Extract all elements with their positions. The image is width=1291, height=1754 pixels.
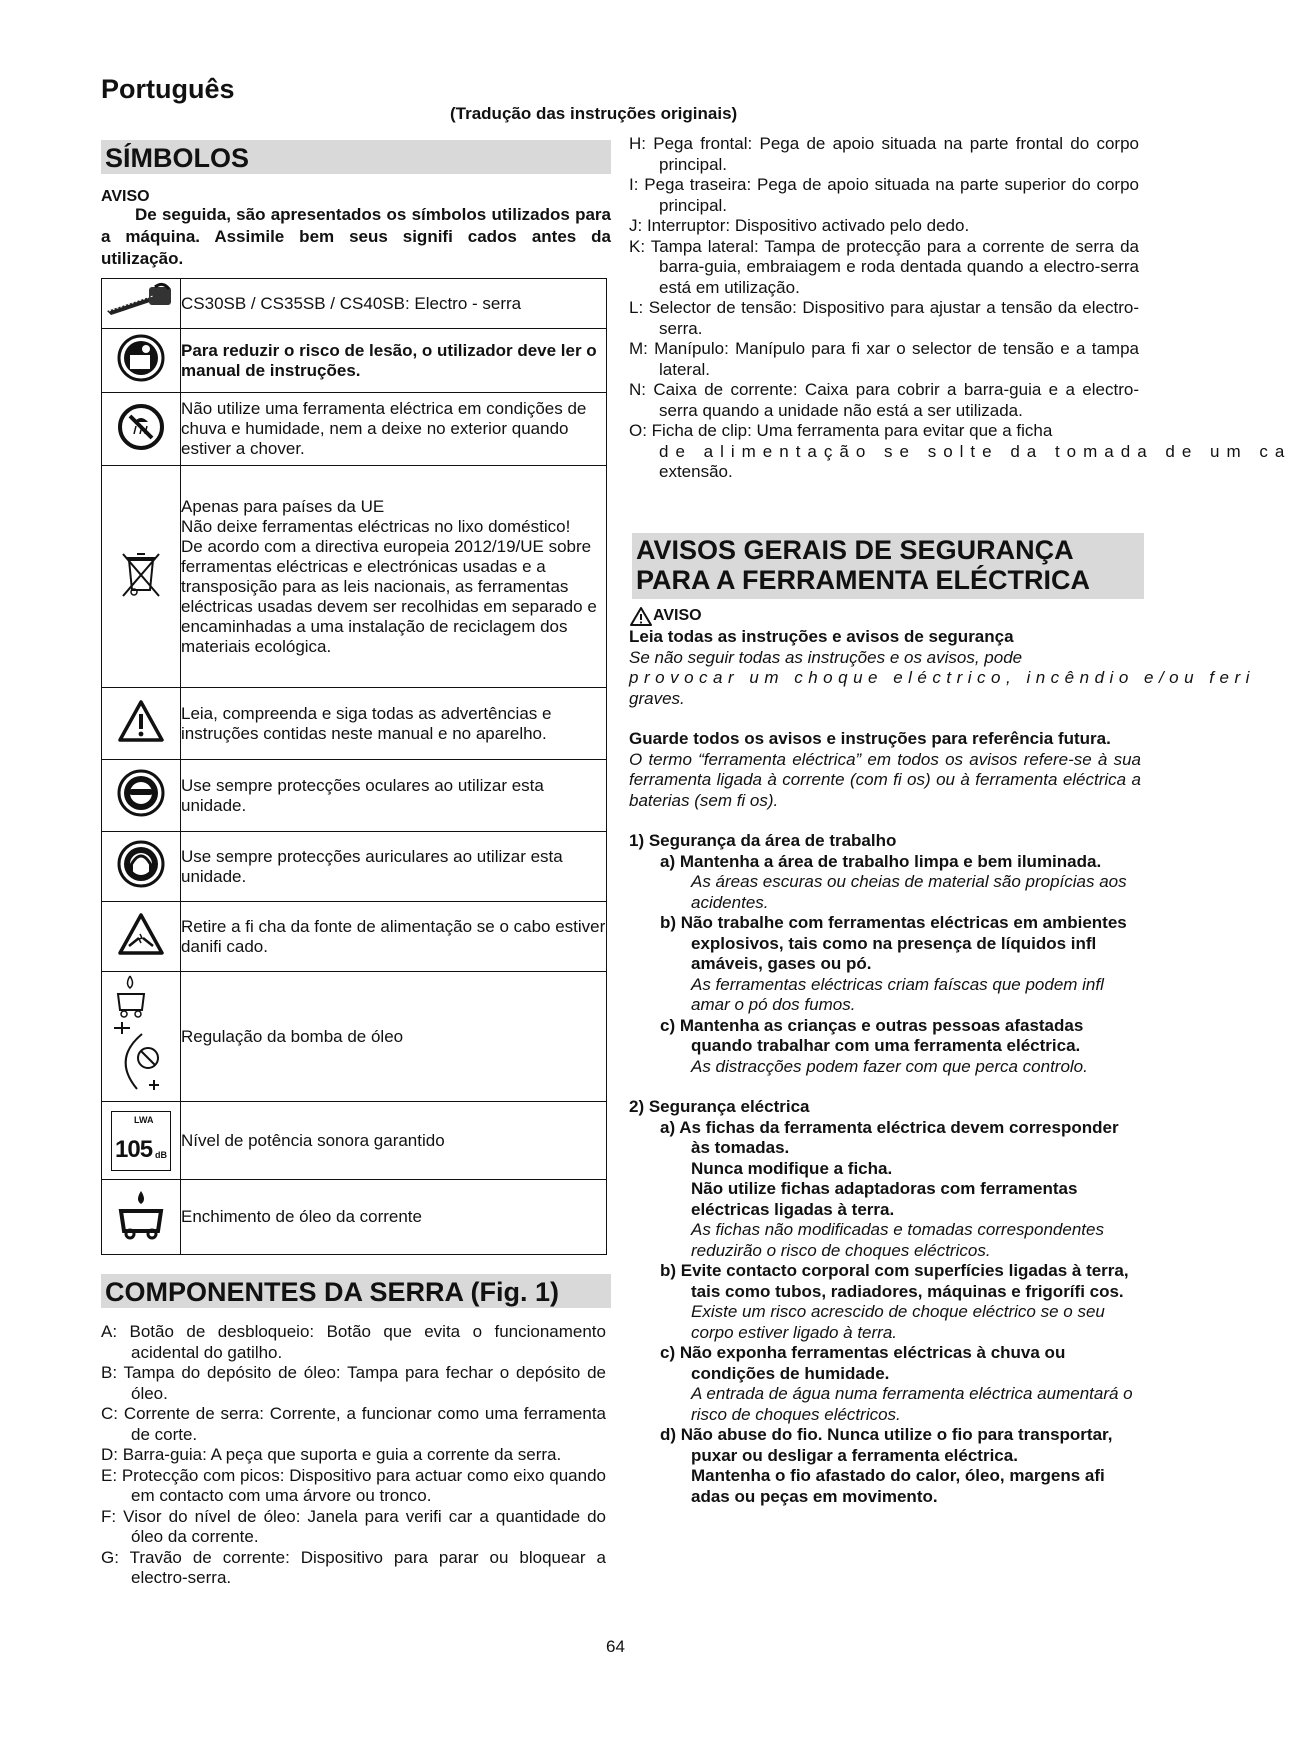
translation-subtitle: (Tradução das instruções originais): [450, 104, 738, 123]
s1c-italic: As distracções podem fazer com que perca controlo.: [691, 1056, 1088, 1076]
component-item-n: N: Caixa de corrente: Caixa para cobrir a barra-guia e a electro-serra quando a unidade não está a ser utilizada.: [629, 380, 1139, 420]
eye-protection-icon: [102, 760, 181, 832]
symbol-row: [102, 902, 607, 972]
symbol-row: [102, 329, 607, 393]
symbol-row: [102, 393, 607, 466]
component-item-g: G: Travão de corrente: Dispositivo para parar ou bloquear a electro-serra.: [101, 1547, 606, 1587]
no-household-waste-line: Não deixe ferramentas eléctricas no lixo doméstico!: [181, 516, 571, 536]
sound-unit: dB: [155, 1149, 167, 1160]
lwa-label: LWA: [134, 1114, 154, 1125]
symbol-text-6: Use sempre protecções auriculares ao utilizar esta unidade.: [181, 832, 607, 902]
crossed-bin-icon: [102, 466, 181, 688]
oil-pump-adjust-icon: [102, 972, 181, 1102]
s2b-italic: Existe um risco acrescido de choque eléctrico se o seu corpo estiver ligado à terra.: [691, 1302, 1105, 1342]
section-title-avisos-gerais: AVISOS GERAIS DE SEGURANÇA PARA A FERRAMENTA ELÉCTRICA: [632, 533, 1144, 599]
symbol-text-4: Leia, compreenda e siga todas as advertências e instruções contidas neste manual e no aparelho.: [181, 688, 607, 760]
ear-protection-icon: [102, 832, 181, 902]
component-item-e: E: Protecção com picos: Dispositivo para actuar como eixo quando em contacto com uma árvore ou tronco.: [101, 1465, 606, 1505]
symbol-text-10: Enchimento de óleo da corrente: [181, 1180, 607, 1255]
component-item-l: L: Selector de tensão: Dispositivo para ajustar a tensão da electro-serra.: [629, 298, 1139, 338]
s2a-bold-1: Nunca modifique a ficha.: [691, 1158, 893, 1178]
symbol-row: [102, 760, 607, 832]
safety-warnings-body: [629, 606, 1255, 1507]
section-title-simbolos: SÍMBOLOS: [101, 140, 611, 174]
s1b-italic: As ferramentas eléctricas criam faíscas que podem infl amar o pó dos fumos.: [691, 974, 1104, 1014]
component-item-j: J: Interruptor: Dispositivo activado pelo dedo.: [629, 216, 970, 235]
section-title-componentes: COMPONENTES DA SERRA (Fig. 1): [101, 1274, 611, 1308]
s2b-heading: b) Evite contacto corporal com superfícies ligadas à terra, tais como tubos, radiadores, máquinas e frigorífi cos.: [660, 1261, 1129, 1301]
component-item-o: O: Ficha de clip: Uma ferramenta para evitar que a ficha de alimentação se solte da tomada de um ca extensão.: [629, 421, 1291, 481]
chainsaw-icon: [102, 279, 181, 329]
s2a-heading: a) As fichas da ferramenta eléctrica devem corresponder às tomadas.: [660, 1117, 1119, 1157]
s2d-bold: Mantenha o fio afastado do calor, óleo, margens afi adas ou peças em movimento.: [691, 1466, 1105, 1506]
component-item-m: M: Manípulo: Manípulo para fi xar o selector de tensão e a tampa lateral.: [629, 339, 1139, 379]
s1c-heading: c) Mantenha as crianças e outras pessoas afastadas quando trabalhar com uma ferramenta eléctrica.: [660, 1015, 1084, 1055]
components-list-right: [629, 134, 1291, 483]
symbol-text-8: Regulação da bomba de óleo: [181, 972, 607, 1102]
aviso-warning-label: AVISO: [629, 606, 1141, 627]
section-1-title: 1) Segurança da área de trabalho: [629, 831, 897, 850]
read-all-warning-2: provocar um choque eléctrico, incêndio e/ou feri: [629, 668, 1255, 687]
symbol-text-0: CS30SB / CS35SB / CS40SB: Electro - serra: [181, 279, 607, 329]
symbol-text-7: Retire a fi cha da fonte de alimentação se o cabo estiver danifi cado.: [181, 902, 607, 972]
s1b-heading: b) Não trabalhe com ferramentas eléctricas em ambientes explosivos, tais como na presença de líquidos infl amáveis, gases ou pó.: [660, 913, 1127, 973]
s2c-heading: c) Não exponha ferramentas eléctricas à chuva ou condições de humidade.: [660, 1343, 1066, 1383]
sound-value: 105: [115, 1135, 153, 1163]
symbol-row: [102, 279, 607, 329]
s2a-bold-2: Não utilize fichas adaptadoras com ferramentas eléctricas ligadas à terra.: [691, 1179, 1078, 1219]
eu-only-line: Apenas para países da UE: [181, 496, 385, 516]
symbols-table: [101, 278, 607, 1255]
no-rain-icon: [102, 393, 181, 466]
symbol-row: [102, 1180, 607, 1255]
language-heading: Português: [101, 74, 235, 104]
symbol-row: [102, 466, 607, 688]
symbol-row: [102, 832, 607, 902]
components-list-left: [101, 1322, 606, 1589]
read-all-warning-3: graves.: [629, 688, 685, 708]
chain-oil-fill-icon: [102, 1180, 181, 1255]
s2d-heading: d) Não abuse do fio. Nunca utilize o fio para transportar, puxar ou desligar a ferramenta eléctrica.: [660, 1425, 1113, 1465]
read-all-instructions: Leia todas as instruções e avisos de segurança: [629, 627, 1014, 646]
symbol-text-5: Use sempre protecções oculares ao utilizar esta unidade.: [181, 760, 607, 832]
sound-power-icon: [102, 1102, 181, 1180]
symbol-row: [102, 972, 607, 1102]
component-item-f: F: Visor do nível de óleo: Janela para verifi car a quantidade do óleo da corrente.: [101, 1506, 606, 1546]
s2a-italic: As fichas não modificadas e tomadas correspondentes reduzirão o risco de choques eléctricos.: [691, 1220, 1104, 1260]
component-item-b: B: Tampa do depósito de óleo: Tampa para fechar o depósito de óleo.: [101, 1363, 606, 1403]
warning-triangle-icon: [102, 688, 181, 760]
section-2-title: 2) Segurança eléctrica: [629, 1097, 810, 1116]
term-definition: O termo “ferramenta eléctrica” em todos os avisos refere-se à sua ferramenta ligada à corrente (com fi os) ou à ferramenta eléctrica a baterias (sem fi os).: [629, 749, 1141, 810]
component-item-d: D: Barra-guia: A peça que suporta e guia a corrente da serra.: [101, 1445, 562, 1464]
component-item-a: A: Botão de desbloqueio: Botão que evita o funcionamento acidental do gatilho.: [101, 1322, 606, 1362]
symbol-text-9: Nível de potência sonora garantido: [181, 1102, 607, 1180]
component-item-k: K: Tampa lateral: Tampa de protecção para a corrente de serra da barra-guia, embraiagem e roda dentada quando a electro-serra está em utilização.: [629, 236, 1139, 297]
s1a-italic: As áreas escuras ou cheias de material são propícias aos acidentes.: [691, 872, 1127, 912]
component-item-h: H: Pega frontal: Pega de apoio situada na parte frontal do corpo principal.: [629, 134, 1139, 174]
symbols-intro: De seguida, são apresentados os símbolos utilizados para a máquina. Assimile bem seus signifi cados antes da utilização.: [101, 205, 611, 268]
s2c-italic: A entrada de água numa ferramenta eléctrica aumentará o risco de choques eléctricos.: [691, 1384, 1133, 1424]
symbol-text-3: [181, 466, 607, 688]
warning-triangle-icon: [629, 606, 653, 627]
read-manual-icon: [102, 329, 181, 393]
s1a-heading: a) Mantenha a área de trabalho limpa e bem iluminada.: [660, 851, 1102, 871]
symbol-text-1: Para reduzir o risco de lesão, o utilizador deve ler o manual de instruções.: [181, 329, 607, 393]
weee-directive-text: De acordo com a directiva europeia 2012/19/UE sobre ferramentas eléctricas e electrónicas usadas e a transposição para as leis nacionais, as ferramentas eléctricas usadas devem ser recolhidas em separado e encaminhadas a uma instalação de reciclagem dos materiais ecológica.: [181, 536, 597, 656]
keep-instructions: Guarde todos os avisos e instruções para referência futura.: [629, 729, 1111, 748]
component-item-c: C: Corrente de serra: Corrente, a funcionar como uma ferramenta de corte.: [101, 1404, 606, 1444]
symbol-row: [102, 1102, 607, 1180]
read-all-warning-1: Se não seguir todas as instruções e os avisos, pode: [629, 647, 1023, 667]
page-number: 64: [606, 1637, 625, 1656]
damaged-cable-icon: [102, 902, 181, 972]
symbol-row: [102, 688, 607, 760]
aviso-label: AVISO: [101, 188, 150, 205]
symbol-text-2: Não utilize uma ferramenta eléctrica em condições de chuva e humidade, nem a deixe no exterior quando estiver a chover.: [181, 393, 607, 466]
component-item-i: I: Pega traseira: Pega de apoio situada na parte superior do corpo principal.: [629, 175, 1139, 215]
